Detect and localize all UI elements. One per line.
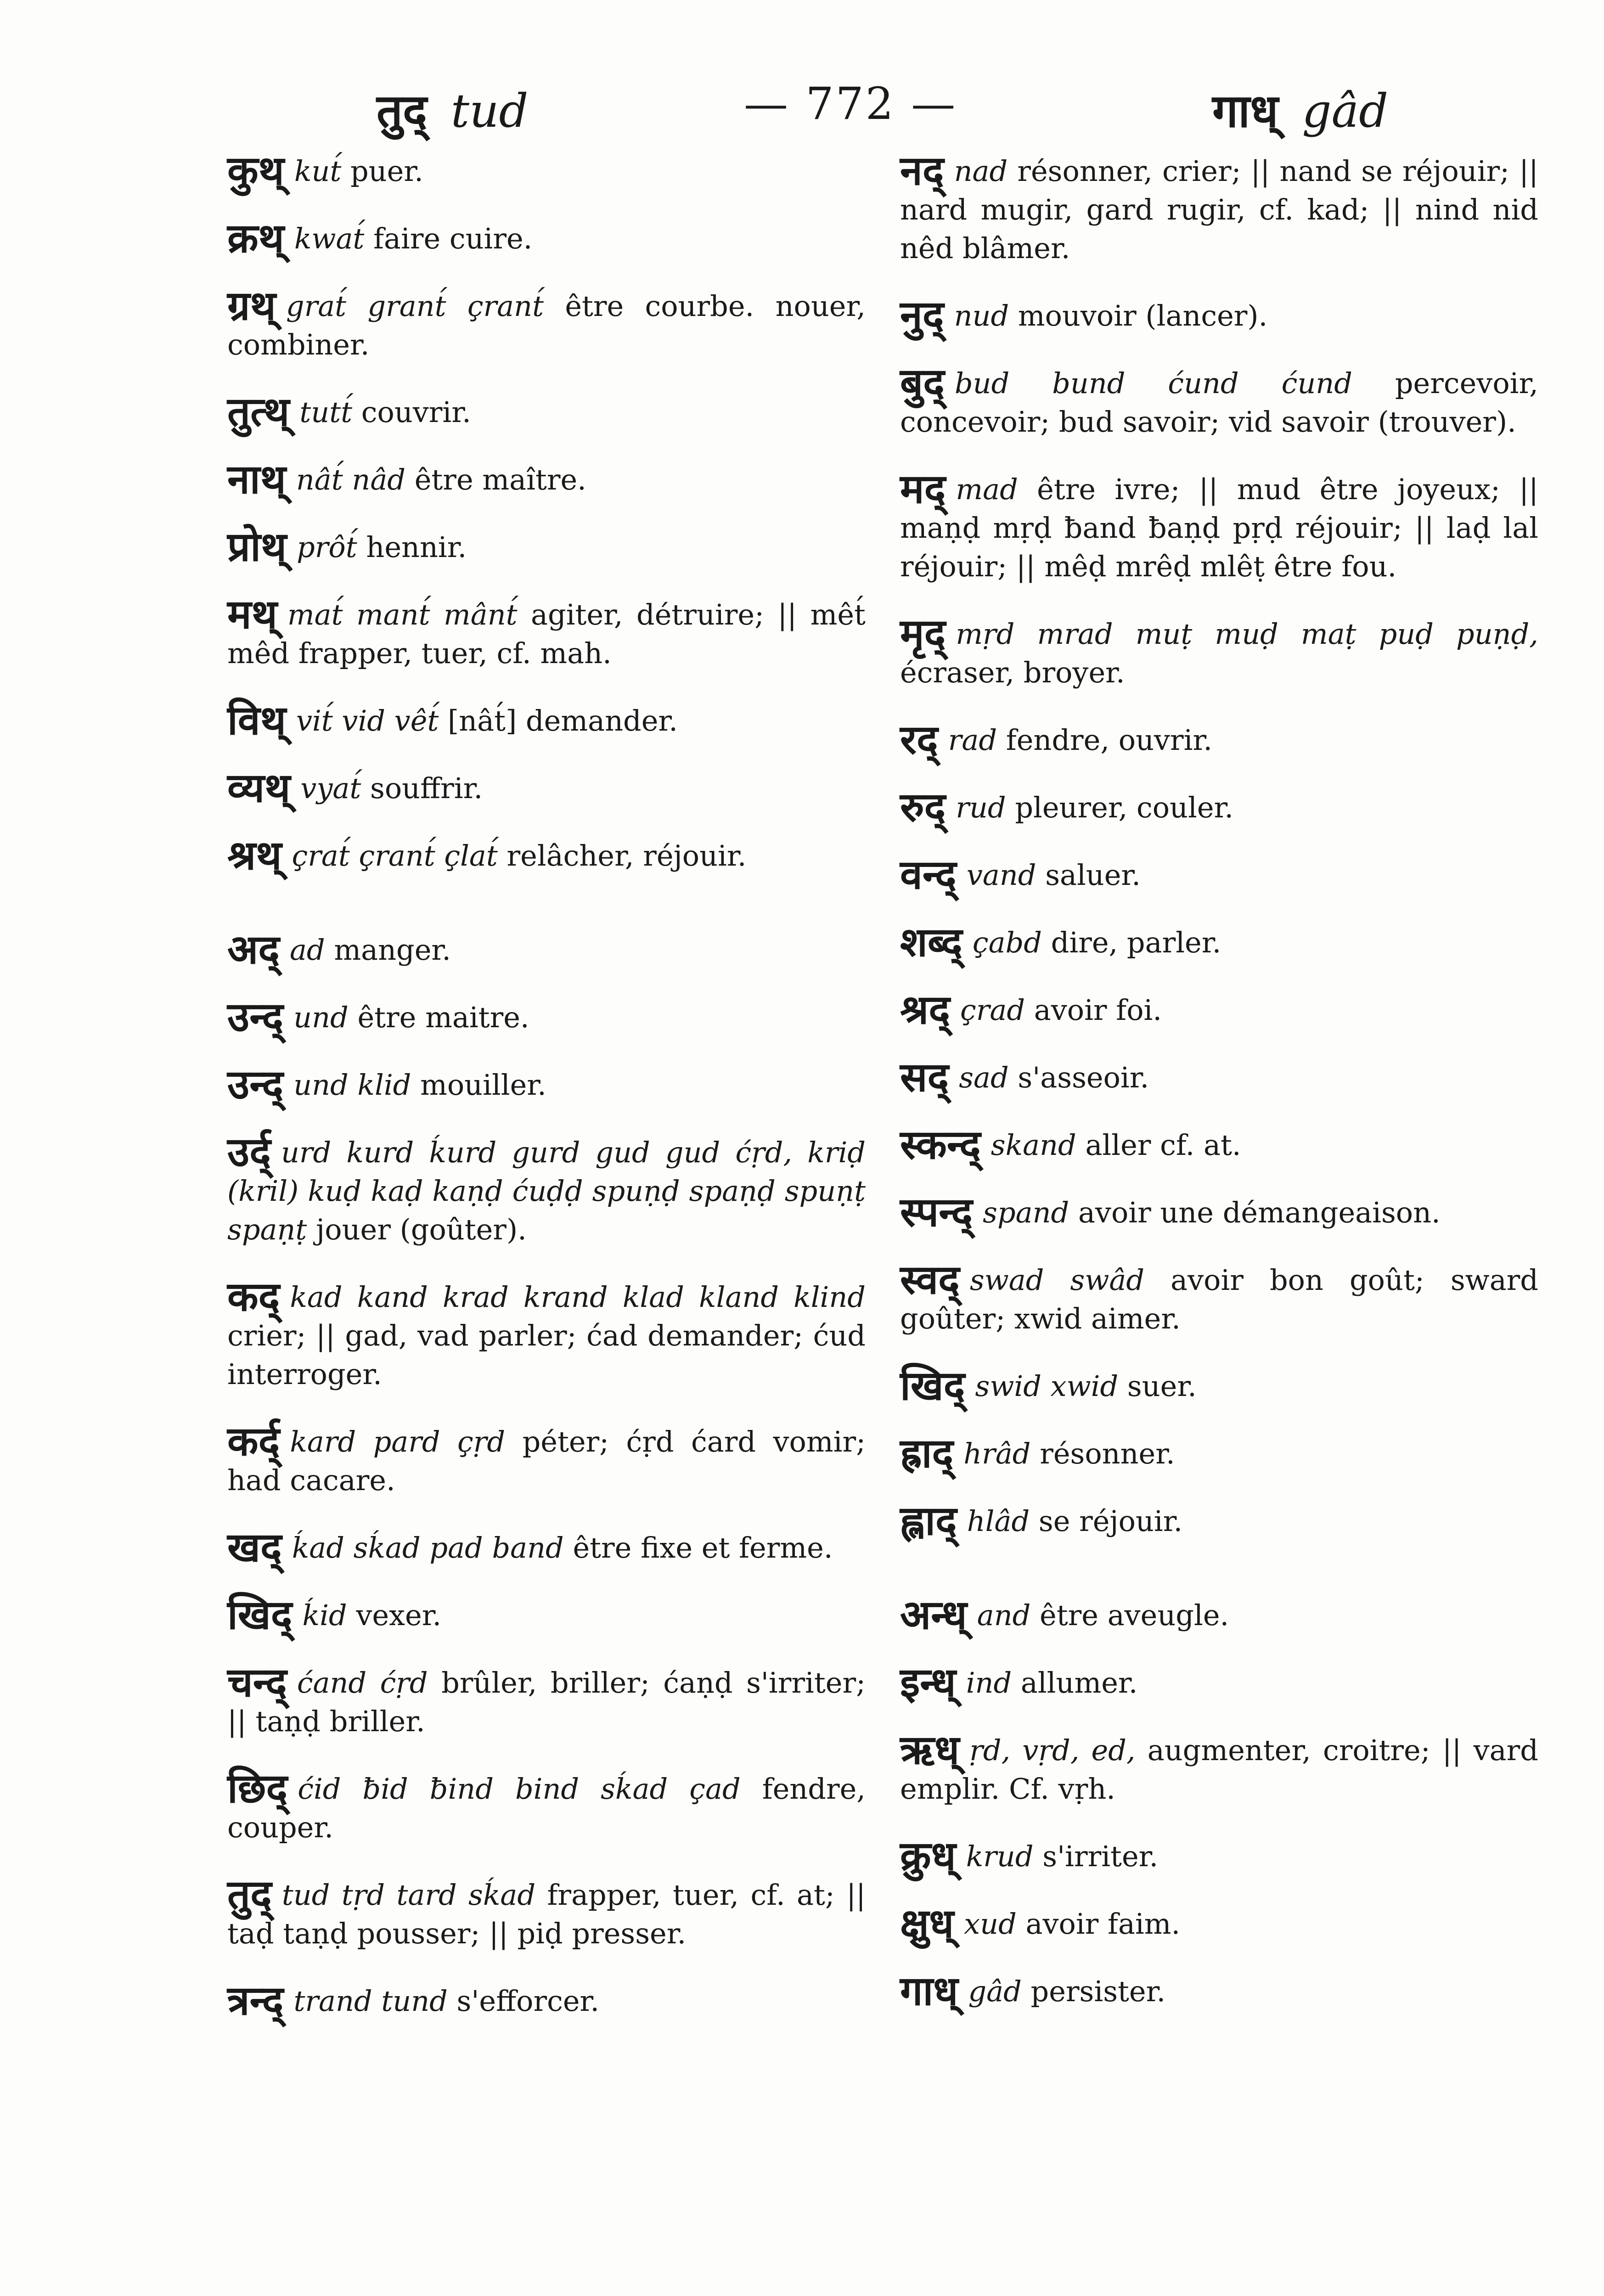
entry-meaning: percevoir, concevoir; bud savoir; vid savoir (trouver).	[900, 366, 1539, 439]
entry-meaning: pleurer, couler.	[1015, 791, 1234, 824]
dictionary-entry	[227, 1765, 866, 1847]
entry-root: स्वद्	[900, 1256, 960, 1303]
entry-root: श्रद्	[900, 986, 951, 1033]
entry-meaning: s'efforcer.	[456, 1984, 600, 2018]
header-left-headword	[377, 78, 529, 141]
entry-root: वन्द्	[900, 851, 957, 898]
entry-root: मथ्	[227, 591, 277, 638]
entry-forms: bud bund ćund ćund	[954, 366, 1352, 400]
dictionary-entry	[900, 851, 1538, 898]
dictionary-entry	[227, 1128, 866, 1249]
entry-root: व्यथ्	[227, 764, 291, 811]
entry-forms: vand	[966, 858, 1036, 892]
entry-meaning: faire cuire.	[373, 222, 533, 255]
entry-forms: prôt́	[297, 530, 357, 564]
right-column	[900, 147, 1539, 2039]
dictionary-entry	[227, 1524, 866, 1571]
entry-meaning: manger.	[334, 933, 451, 967]
entry-root: बुद्	[900, 359, 945, 406]
entry-meaning: suer.	[1127, 1369, 1197, 1403]
entry-forms: mat́ mant́ mânt́	[287, 598, 518, 631]
entry-forms: spand	[983, 1196, 1069, 1229]
entry-forms: çabd	[972, 926, 1042, 959]
entry-root: तुद्	[227, 1871, 272, 1918]
header-right-devanagari: गाध्	[1212, 84, 1278, 138]
page-number: — 772 —	[744, 78, 957, 129]
entry-meaning: avoir faim.	[1025, 1907, 1181, 1941]
entry-root: नाथ्	[227, 456, 286, 503]
entry-root: शब्द्	[900, 918, 962, 966]
entry-meaning: péter; ćṛd ćard vomir; had cacare.	[227, 1425, 866, 1497]
entry-root: क्रथ्	[227, 214, 284, 262]
entry-meaning: augmenter, croitre; || vard emplir. Cf. vṛh.	[900, 1733, 1538, 1806]
entry-meaning: persister.	[1030, 1975, 1166, 2008]
header-right-transliteration: gâd	[1302, 84, 1389, 138]
entry-forms: ḱid	[302, 1598, 347, 1632]
entry-meaning: mouvoir (lancer).	[1018, 299, 1268, 332]
dictionary-entry	[900, 1659, 1538, 1706]
entry-meaning: aller cf. at.	[1085, 1128, 1241, 1162]
dictionary-entry	[227, 214, 866, 262]
entry-root: खिद्	[900, 1362, 965, 1409]
entry-forms: trand tund	[293, 1984, 448, 2018]
dictionary-entry	[227, 993, 866, 1041]
dictionary-entry	[900, 465, 1538, 586]
dictionary-entry	[900, 1362, 1538, 1409]
entry-forms: nud	[954, 299, 1009, 332]
entry-meaning: brûler, briller; ćaṇḍ s'irriter; || taṇḍ briller.	[227, 1666, 866, 1738]
entry-root: खिद्	[227, 1591, 293, 1638]
entry-root: ऋध्	[900, 1726, 960, 1773]
entry-root: रुद्	[900, 783, 946, 831]
entry-forms: kwat́	[294, 222, 365, 255]
entry-meaning: fendre, ouvrir.	[1006, 723, 1213, 757]
header-left-devanagari: तुद्	[377, 84, 428, 138]
entry-root: ग्रथ्	[227, 282, 276, 329]
entry-forms: nad	[954, 154, 1008, 188]
dictionary-entry	[900, 1900, 1538, 1947]
entry-forms: rad	[948, 723, 997, 757]
entry-root: क्षुध्	[900, 1900, 954, 1947]
entry-meaning: fendre, couper.	[227, 1772, 866, 1844]
entry-root: क्रुध्	[900, 1832, 956, 1880]
entry-meaning: dire, parler.	[1051, 926, 1221, 959]
dictionary-entry	[900, 1832, 1538, 1880]
entry-root: गाध्	[900, 1967, 958, 2015]
entry-meaning: être maitre.	[357, 1001, 529, 1034]
entry-root: कद्	[227, 1273, 280, 1320]
dictionary-entry	[900, 147, 1538, 268]
entry-meaning: résonner, crier; || nand se réjouir; || nard mugir, gard rugir, cf. kad; || nind nid nêd blâmer.	[900, 154, 1538, 265]
dictionary-entry	[900, 359, 1539, 441]
dictionary-entry	[900, 292, 1538, 339]
entry-meaning: s'irriter.	[1042, 1840, 1159, 1873]
entry-root: अद्	[227, 926, 280, 973]
dictionary-entry	[900, 1429, 1538, 1477]
dictionary-entry	[900, 1121, 1538, 1168]
dictionary-entry	[227, 1659, 866, 1741]
entry-forms: mad	[956, 473, 1018, 506]
entry-forms: ad	[289, 933, 325, 967]
entry-root: ह्राद्	[900, 1429, 954, 1477]
entry-forms: urd kurd ḱurd gurd gud gud ćṛd, kriḍ (kril) kuḍ kaḍ kaṇḍ ćuḍḍ spuṇḍ spaṇḍ spuṇṭ spaṇṭ	[227, 1136, 866, 1246]
entry-meaning: [nât́] demander.	[448, 704, 678, 737]
entry-meaning: avoir bon goût; sward goûter; xwid aimer.	[900, 1263, 1538, 1335]
entry-forms: rud	[956, 791, 1006, 824]
entry-root: उन्द्	[227, 1061, 284, 1108]
entry-forms: grat́ grant́ çrant́	[286, 289, 544, 323]
header-left-transliteration: tud	[450, 84, 529, 138]
entry-root: कर्द्	[227, 1418, 280, 1465]
entry-forms: nât́ nâd	[296, 463, 405, 496]
dictionary-entry	[227, 764, 866, 811]
entry-root: स्कन्द्	[900, 1121, 981, 1168]
entry-meaning: allumer.	[1020, 1666, 1138, 1699]
entry-forms: ćand ćṛd	[297, 1666, 428, 1699]
entry-forms: mṛd mrad muṭ muḍ maṭ puḍ puṇḍ,	[956, 617, 1538, 651]
entry-forms: ḱad sḱad pad band	[292, 1531, 564, 1564]
dictionary-entry	[227, 388, 866, 435]
entry-root: इन्ध्	[900, 1659, 956, 1706]
entry-root: चन्द्	[227, 1659, 287, 1706]
entry-meaning: couvrir.	[361, 395, 471, 429]
dictionary-entry	[900, 1497, 1538, 1544]
entry-forms: gâd	[968, 1975, 1022, 2008]
entry-forms: sad	[959, 1061, 1009, 1094]
entry-meaning: mouiller.	[420, 1068, 546, 1102]
entry-forms: kut́	[294, 154, 342, 188]
entry-root: नुद्	[900, 292, 944, 339]
entry-meaning: avoir une démangeaison.	[1078, 1196, 1441, 1229]
dictionary-entry	[227, 832, 866, 879]
dictionary-entry	[227, 926, 866, 973]
entry-meaning: être ivre; || mud être joyeux; || maṇḍ mṛḍ ƀand ƀaṇḍ pṛḍ réjouir; || laḍ lal réjouir; || mêḍ mrêḍ mlêṭ être fou.	[900, 473, 1538, 583]
entry-root: रद्	[900, 716, 938, 763]
dictionary-entry	[227, 282, 866, 364]
entry-forms: ind	[966, 1666, 1012, 1699]
dictionary-entry	[900, 716, 1538, 763]
entry-meaning: se réjouir.	[1038, 1504, 1183, 1538]
entry-root: कुथ्	[227, 147, 284, 194]
dictionary-entry	[227, 1977, 866, 2024]
dictionary-entry	[900, 1256, 1538, 1338]
entry-root: स्पन्द्	[900, 1188, 973, 1236]
entry-meaning: frapper, tuer, cf. at; || taḍ taṇḍ pousser; || piḍ presser.	[227, 1878, 866, 1950]
entry-meaning: être aveugle.	[1040, 1598, 1229, 1632]
entry-meaning: être courbe. nouer, combiner.	[227, 289, 866, 361]
dictionary-entry	[900, 1188, 1538, 1236]
dictionary-entry	[227, 456, 866, 503]
dictionary-entry	[900, 918, 1538, 966]
dictionary-entry	[900, 1967, 1538, 2015]
entry-root: तुत्थ्	[227, 388, 290, 435]
header-right-headword	[1212, 78, 1388, 141]
dictionary-entry	[227, 1871, 866, 1953]
entry-forms: hrâd	[963, 1437, 1031, 1470]
entry-forms: ṛd, vṛd, ed,	[969, 1733, 1136, 1767]
dictionary-entry	[900, 610, 1538, 692]
dictionary-entry	[900, 783, 1538, 831]
entry-forms: swid xwid	[975, 1369, 1119, 1403]
dictionary-entry	[227, 523, 866, 570]
entry-meaning: être maître.	[414, 463, 586, 496]
entry-forms: kard pard çṛd	[290, 1425, 506, 1458]
entry-root: छिद्	[227, 1765, 288, 1812]
entry-forms: xud	[964, 1907, 1017, 1941]
entry-meaning: hennir.	[366, 530, 467, 564]
entry-meaning: être fixe et ferme.	[573, 1531, 833, 1564]
dictionary-entry	[227, 1418, 866, 1500]
entry-root: उन्द्	[227, 993, 284, 1041]
entry-root: ह्लाद्	[900, 1497, 957, 1544]
dictionary-entry	[227, 591, 866, 673]
dictionary-entry	[227, 1061, 866, 1108]
left-column	[227, 147, 866, 2049]
entry-forms: tud tṛd tard sḱad	[281, 1878, 536, 1912]
entry-forms: çrat́ çrant́ çlat́	[292, 839, 498, 872]
entry-root: उर्द्	[227, 1128, 271, 1176]
entry-forms: kad kand krad krand klad kland klind	[290, 1280, 866, 1314]
entry-root: खद्	[227, 1524, 282, 1571]
dictionary-entry	[227, 1273, 866, 1394]
entry-root: अन्ध्	[900, 1591, 967, 1638]
entry-meaning: crier; || gad, vad parler; ćad demander; ćud interroger.	[227, 1319, 866, 1391]
entry-meaning: agiter, détruire; || mêt́ mêd frapper, tuer, cf. mah.	[227, 598, 866, 670]
entry-forms: hlâd	[967, 1504, 1030, 1538]
dictionary-entry	[900, 1053, 1538, 1101]
entry-root: त्रन्द्	[227, 1977, 284, 2024]
entry-forms: vyat́	[300, 771, 361, 805]
entry-forms: und klid	[293, 1068, 411, 1102]
entry-root: मद्	[900, 465, 946, 512]
dictionary-entry	[900, 986, 1538, 1033]
entry-forms: vit́ vid vêt́	[296, 704, 439, 737]
dictionary-entry	[227, 1591, 866, 1638]
entry-forms: and	[977, 1598, 1031, 1632]
entry-root: सद्	[900, 1053, 949, 1101]
dictionary-entry	[227, 697, 866, 744]
entry-meaning: souffrir.	[370, 771, 483, 805]
entry-root: प्रोथ्	[227, 523, 287, 570]
entry-forms: tutt́	[299, 395, 353, 429]
entry-root: श्रथ्	[227, 832, 282, 879]
entry-forms: ćid ƀid ƀind bind sḱad çad	[298, 1772, 741, 1806]
entry-meaning: résonner.	[1040, 1437, 1175, 1470]
entry-meaning: jouer (goûter).	[316, 1213, 527, 1246]
entry-meaning: puer.	[350, 154, 423, 188]
entry-meaning: relâcher, réjouir.	[507, 839, 747, 872]
entry-root: नद्	[900, 147, 944, 194]
entry-meaning: s'asseoir.	[1018, 1061, 1149, 1094]
entry-forms: und	[293, 1001, 349, 1034]
entry-forms: skand	[991, 1128, 1076, 1162]
entry-root: विथ्	[227, 697, 286, 744]
entry-meaning: avoir foi.	[1034, 993, 1162, 1027]
entry-root: मृद्	[900, 610, 946, 657]
dictionary-entry	[227, 147, 866, 194]
entry-meaning: saluer.	[1045, 858, 1141, 892]
entry-meaning: vexer.	[356, 1598, 442, 1632]
dictionary-entry	[900, 1591, 1538, 1638]
entry-meaning: écraser, broyer.	[900, 656, 1125, 689]
entry-forms: swad swâd	[969, 1263, 1145, 1297]
entry-forms: çrad	[960, 993, 1025, 1027]
running-header	[0, 69, 1604, 138]
dictionary-entry	[900, 1726, 1538, 1808]
entry-forms: krud	[966, 1840, 1034, 1873]
